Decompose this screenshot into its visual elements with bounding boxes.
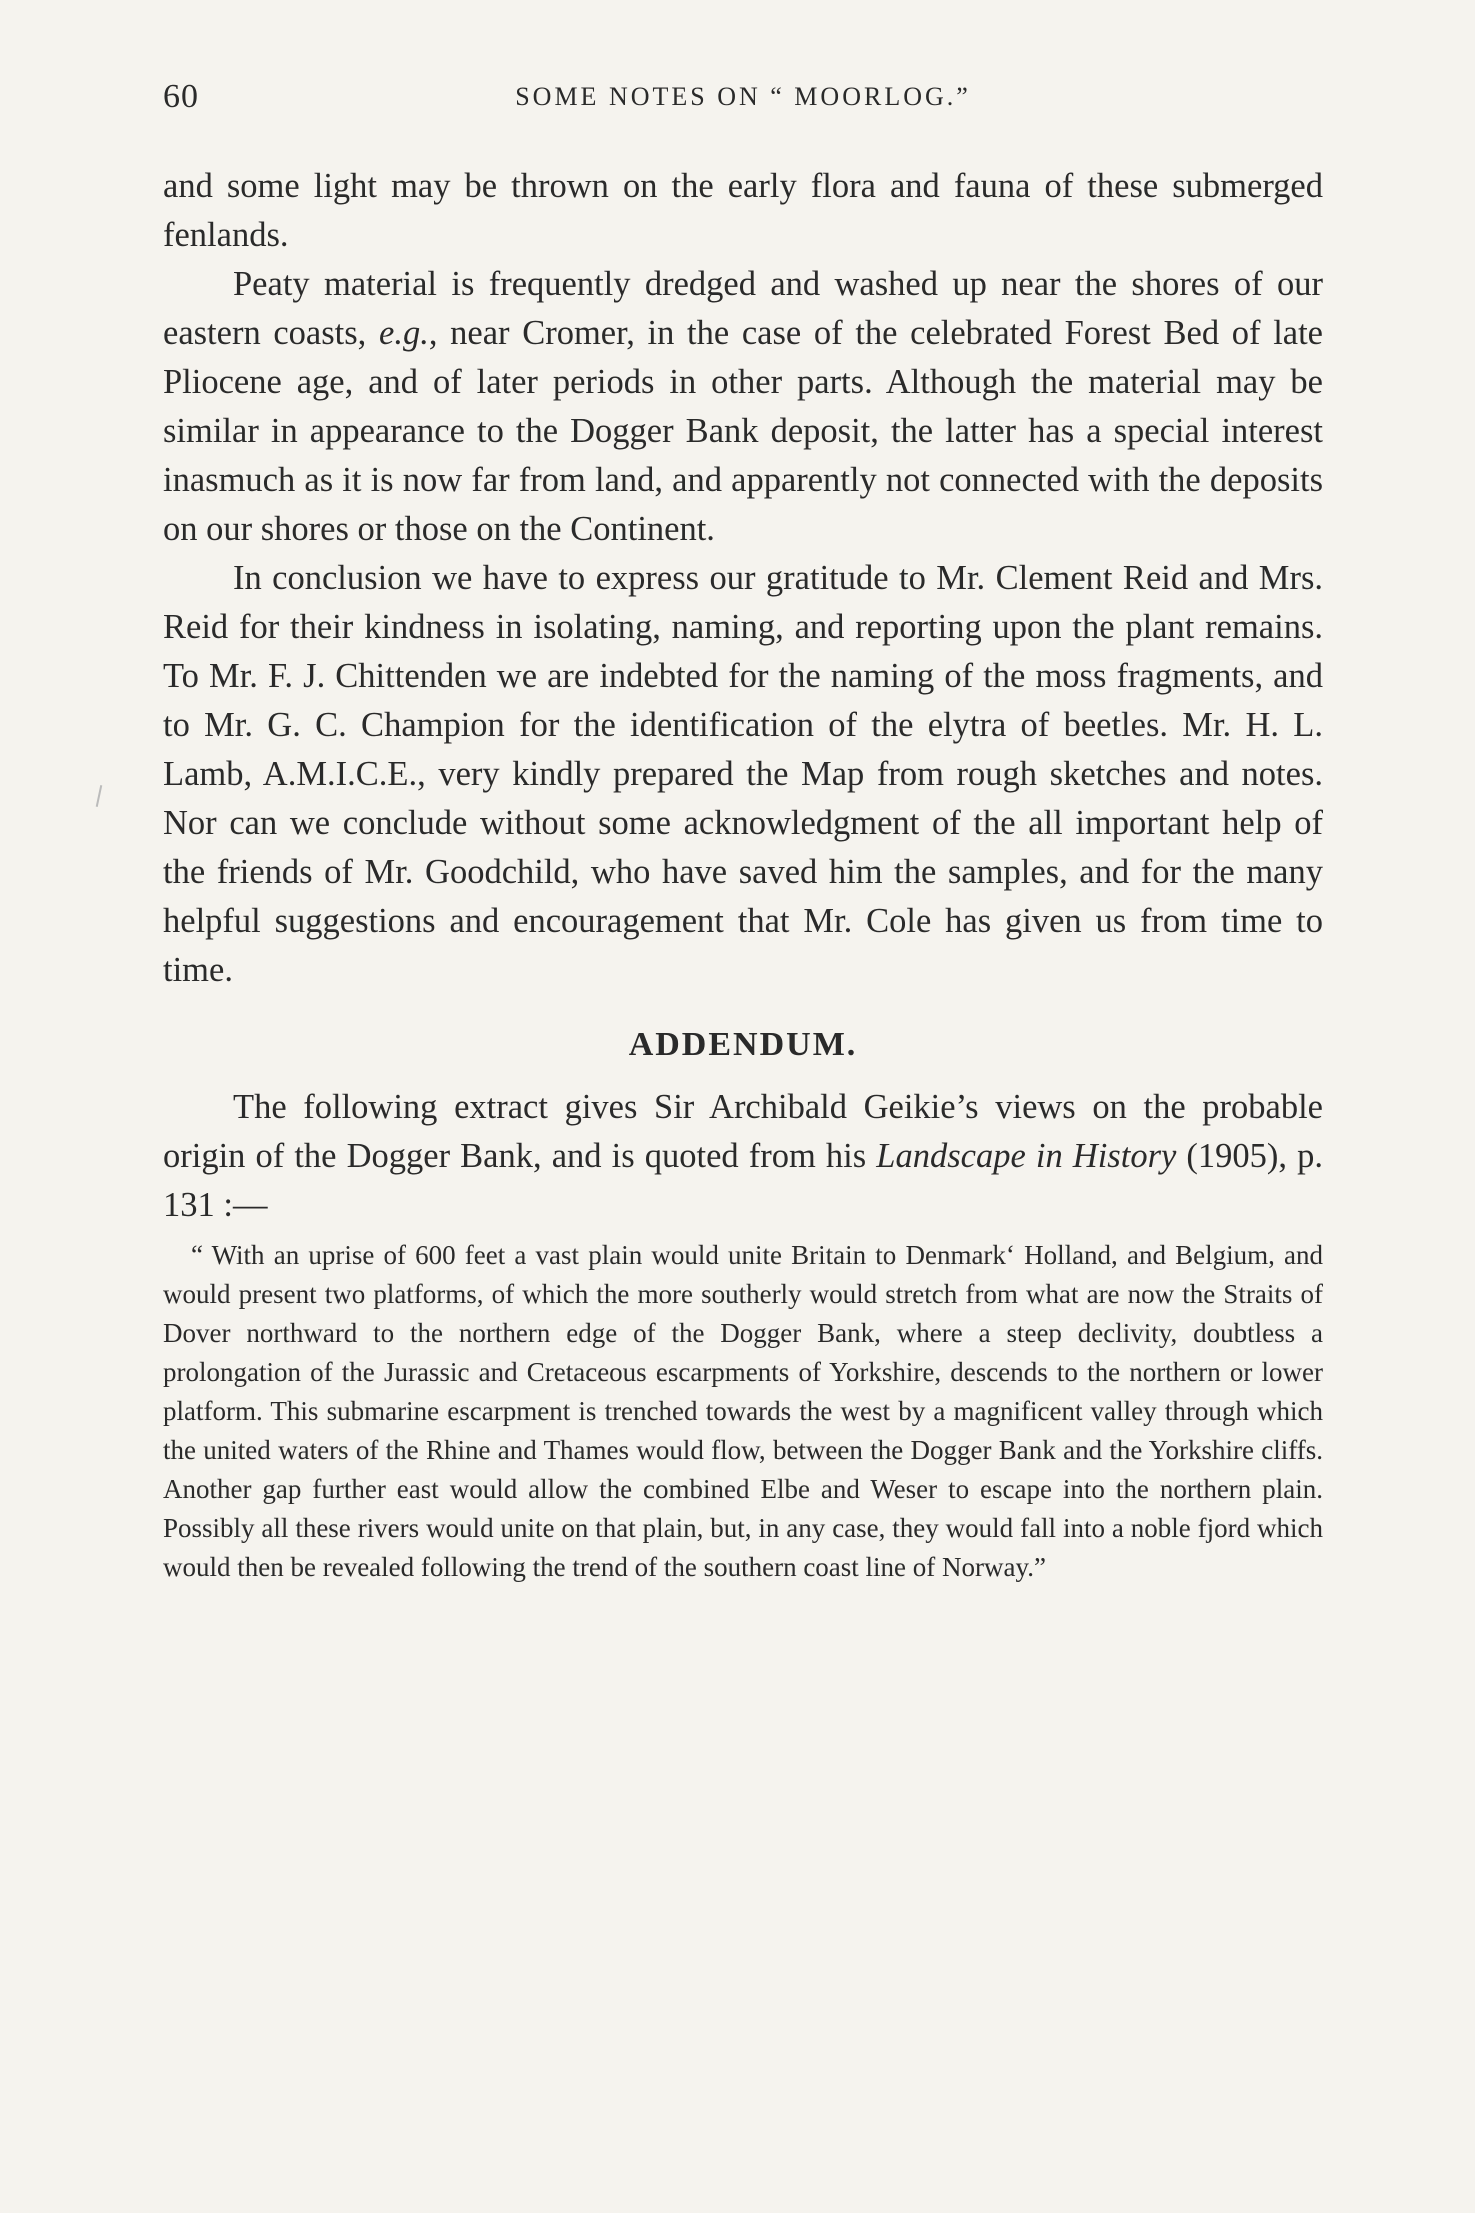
paragraph-text: and some light may be thrown on the early flora and fauna of these submerged fenlands. (163, 167, 1323, 254)
addendum-intro (163, 1083, 1323, 1230)
running-title: SOME NOTES ON “ MOORLOG.” (515, 82, 971, 111)
paragraph-text: , near Cromer, in the case of the celebrated Forest Bed of late Pliocene age, and of later periods in other parts. Although the material may be similar in appearance to the Dogger Bank deposit, the latter has a special interest inasmuch as it is now far from land, and apparently not connected with the deposits on our shores or those on the Continent. (163, 314, 1323, 548)
abbreviation-eg: e.g. (379, 314, 429, 352)
page-number: 60 (163, 78, 199, 115)
geikie-quotation: “ With an uprise of 600 feet a vast plain would unite Britain to Denmark‘ Holland, and Belgium, and would present two platforms, of which the more southerly would stretch from what are now the Straits of Dover northward to the northern edge of the Dogger Bank, where a steep declivity, doubtless a prolongation of the Jurassic and Cretaceous escarpments of Yorkshire, descends to the northern or lower platform. This submarine escarpment is trenched towards the west by a magnificent valley through which the united waters of the Rhine and Thames would flow, between the Dogger Bank and the Yorkshire cliffs. Another gap further east would allow the combined Elbe and Weser to escape into the northern plain. Possibly all these rivers would unite on that plain, but, in any case, they would fall into a noble fjord which would then be revealed following the trend of the southern coast line of Norway.” (163, 1240, 1323, 1582)
book-title: Landscape in History (876, 1137, 1177, 1175)
paragraph-text: Peaty material is frequently dredged and washed up near the shores of our eastern coasts, (163, 265, 1323, 352)
paragraph-text: The following extract gives Sir Archibald Geikie’s views on the probable origin of the Dogger Bank, and is quoted from his (163, 1088, 1323, 1175)
paragraph-conclusion (163, 554, 1323, 995)
margin-mark (96, 785, 103, 807)
page-header (163, 78, 1323, 122)
paragraph-peaty-material (163, 260, 1323, 554)
addendum-heading: ADDENDUM. (628, 1026, 858, 1063)
body-text (163, 162, 1323, 1587)
paragraph-continuation (163, 162, 1323, 260)
paragraph-text: (1905), p. 131 :— (163, 1137, 1323, 1224)
paragraph-text: In conclusion we have to express our gratitude to Mr. Clement Reid and Mrs. Reid for their kindness in isolating, naming, and reporting upon the plant remains. To Mr. F. J. Chittenden we are indebted for the naming of the moss fragments, and to Mr. G. C. Champion for the identification of the elytra of beetles. Mr. H. L. Lamb, A.M.I.C.E., very kindly prepared the Map from rough sketches and notes. Nor can we conclude without some acknowledgment of the all important help of the friends of Mr. Goodchild, who have saved him the samples, and for the many helpful suggestions and encouragement that Mr. Cole has given us from time to time. (163, 559, 1323, 989)
